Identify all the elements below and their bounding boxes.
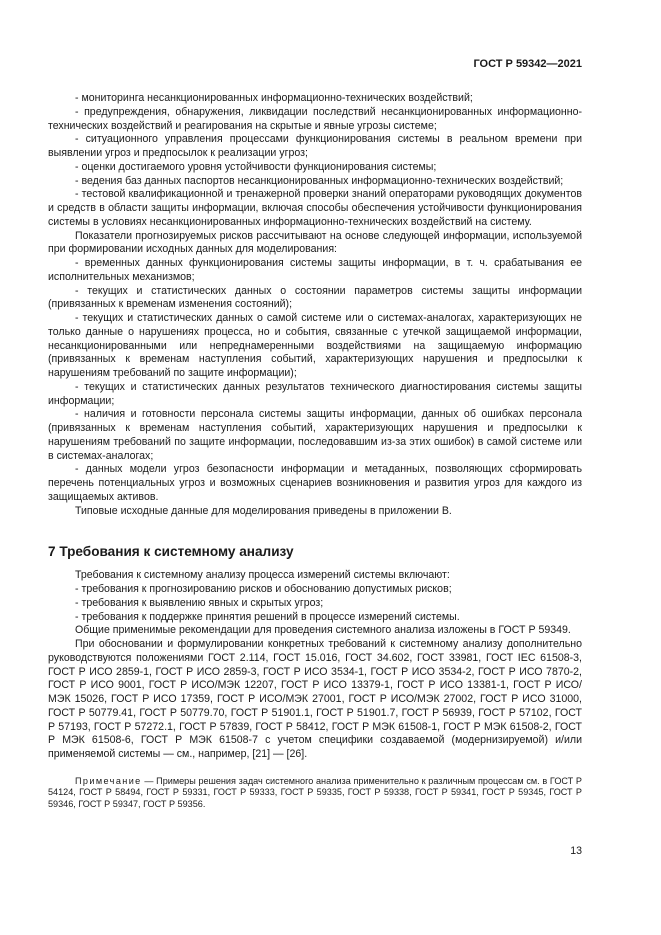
page-number: 13 xyxy=(570,845,582,857)
paragraph: - требования к поддержке принятия решений в процессе измерений системы. xyxy=(75,610,460,623)
paragraph: - ситуационного управления процессами функционирования системы в реальном времени при выявлении угроз и предпосылок к реализации угроз; xyxy=(48,133,582,159)
paragraph: - предупреждения, обнаружения, ликвидации последствий несанкционированных информационно-технических воздействий и реагирования на скрытые и явные угрозы системе; xyxy=(48,105,582,132)
paragraph: - мониторинга несанкционированных информационно-технических воздействий; xyxy=(75,92,473,104)
paragraph: - требования к прогнозированию рисков и обоснованию допустимых рисков; xyxy=(75,583,452,595)
document-id: ГОСТ Р 59342—2021 xyxy=(473,58,582,70)
paragraph: При обосновании и формулировании конкретных требований к системному анализу дополнительно руководствуются положениями ГОСТ 2.114, ГОСТ 15.016, ГОСТ 34.602, ГОСТ 33981, ГОСТ IEC 61508-3, ГОСТ Р ИСО 2859-1, ГОСТ Р ИСО 2859-3, ГОСТ Р ИСО 3534-1, ГОСТ Р ИСО 3534-2, ГОСТ Р ИСО 7870-2, ГОСТ Р ИСО 9001, ГОСТ Р ИСО/МЭК 12207, ГОСТ Р ИСО 13379-1, ГОСТ Р ИСО 13381-1, ГОСТ Р ИСО/МЭК 15026, ГОСТ Р ИСО 17359, ГОСТ Р ИСО/МЭК 27001, ГОСТ Р ИСО/МЭК 27002, ГОСТ Р ИСО 31000, ГОСТ Р 50779.41, ГОСТ Р 50779.70, ГОСТ Р 51901.1, ГОСТ Р 51901.7, ГОСТ Р 56939, ГОСТ Р 57102, ГОСТ Р 57193, ГОСТ Р 57272.1, ГОСТ Р 57839, ГОСТ Р 58412, ГОСТ Р МЭК 61508-1, ГОСТ Р МЭК 61508-2, ГОСТ Р МЭК 61508-6, ГОСТ Р МЭК 61508-7 с учетом специфики создаваемой (модернизируемой) и/или применяемой системы — см., например, [21] — [26]. xyxy=(48,638,582,760)
paragraph: - оценки достигаемого уровня устойчивости функционирования системы; xyxy=(75,160,437,173)
paragraph: - данных модели угроз безопасности информации и метаданных, позволяющих сформировать перечень потенциальных угроз и возможных сценариев возникновения и развития угроз для каждого из защищаемых активов. xyxy=(48,463,582,503)
paragraph: Общие применимые рекомендации для проведения системного анализа изложены в ГОСТ Р 59349. xyxy=(75,624,571,637)
paragraph: - требования к выявлению явных и скрытых угроз; xyxy=(75,596,324,609)
paragraph: Показатели прогнозируемых рисков рассчитывают на основе следующей информации, используемой при формировании исходных данных для моделирования: xyxy=(48,229,582,256)
section-heading: 7 Требования к системному анализу xyxy=(48,544,294,560)
paragraph: Требования к системному анализу процесса измерений системы включают: xyxy=(75,569,450,582)
paragraph: - текущих и статистических данных о состоянии параметров системы защиты информации (привязанных к временам изменения состояний); xyxy=(48,284,582,311)
page-content xyxy=(48,92,582,811)
note xyxy=(48,776,582,811)
paragraph: - наличия и готовности персонала системы защиты информации, данных об ошибках персонала (привязанных к временам наступления событий, характеризующих нарушения и предпосылки к нарушениям требований по защите информации, последовавшим из-за этих ошибок) в самой системе или в системах-аналогах; xyxy=(48,408,582,462)
paragraph: - текущих и статистических данных о самой системе или о системах-аналогах, характеризующих не только данные о нарушениях процесса, но и события, связанные с утечкой защищаемой информации, несанкционированными или непреднамеренными воздействиями на защищаемую информацию (привязанных к временам наступления событий, характеризующих нарушения и предпосылки к нарушениям требований по защите информации); xyxy=(48,312,582,379)
note-text: — Примеры решения задач системного анализа применительно к различным процессам см. в ГОСТ Р 54124, ГОСТ Р 58494, ГОСТ Р 59331, ГОСТ Р 59333, ГОСТ Р 59335, ГОСТ Р 59338, ГОСТ Р 59341, ГОСТ Р 59345, ГОСТ Р 59346, ГОСТ Р 59347, ГОСТ Р 59356. xyxy=(48,775,582,809)
note-label: Примечание xyxy=(75,775,142,786)
paragraph: - тестовой квалификационной и тренажерной проверки знаний операторами руководящих документов и средств в области защиты информации, включая способы обеспечения устойчивости функционирования системы в условиях несанкционированных информационно-технических воздействий на систему. xyxy=(48,188,582,228)
paragraph: - текущих и статистических данных результатов технического диагностирования системы защиты информации; xyxy=(48,380,582,407)
paragraph: - временных данных функционирования системы защиты информации, в т. ч. срабатывания ее исполнительных механизмов; xyxy=(48,257,582,283)
paragraph: Типовые исходные данные для моделирования приведены в приложении В. xyxy=(75,504,452,517)
paragraph: - ведения баз данных паспортов несанкционированных информационно-технических воздействий; xyxy=(75,174,564,187)
